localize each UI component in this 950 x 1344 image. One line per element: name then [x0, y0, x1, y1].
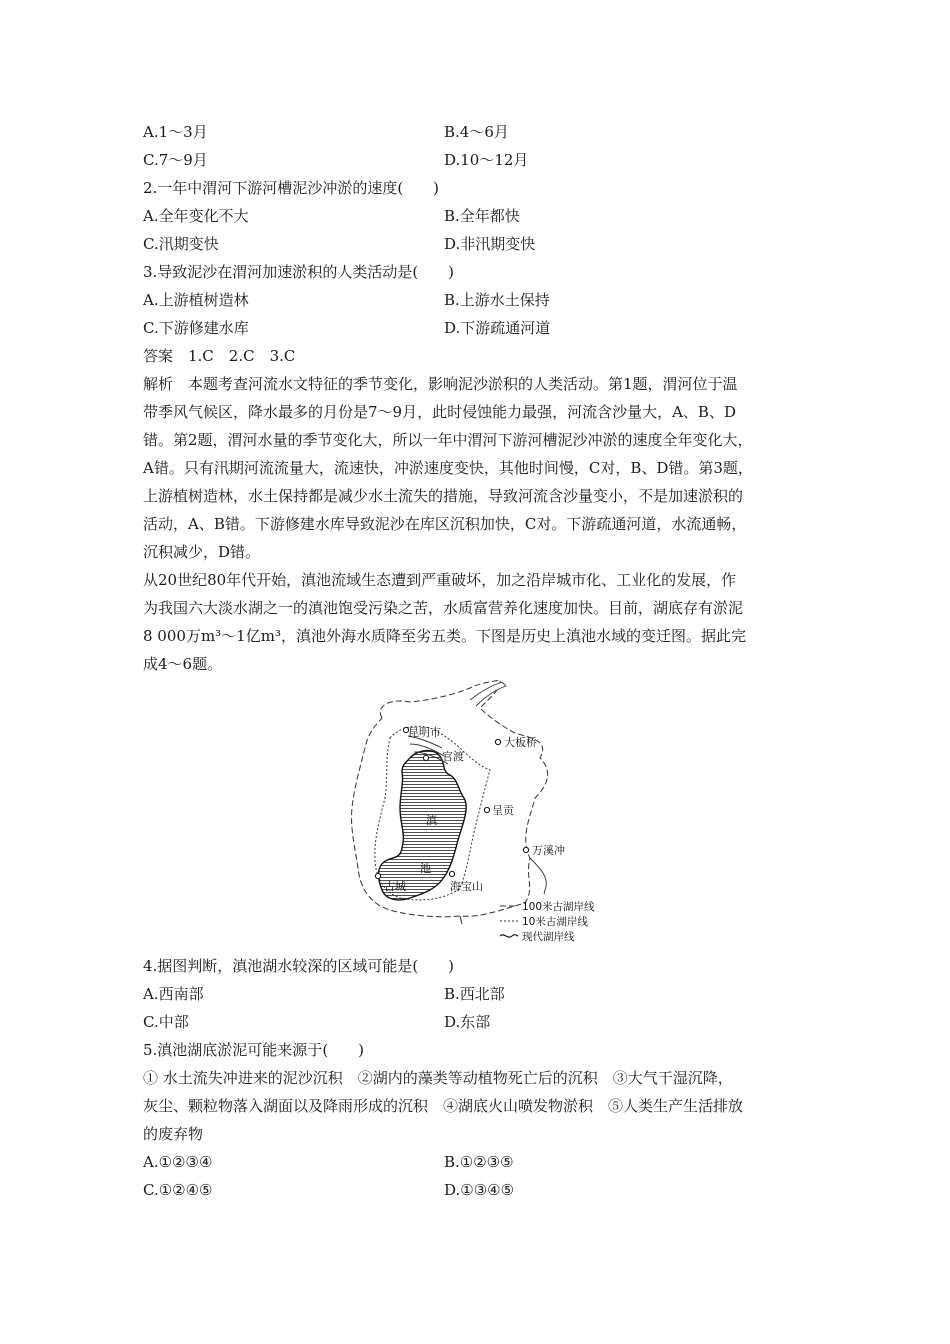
analysis-line: 带季风气候区，降水最多的月份是7～9月，此时侵蚀能力最强，河流含沙量大，A、B、D: [143, 403, 736, 421]
intro-line: 从20世纪80年代开始，滇池流域生态遭到严重破坏，加之沿岸城市化、工业化的发展，作: [143, 571, 737, 589]
q5-option-b: B.①②③⑤: [444, 1153, 514, 1171]
q4-option-c: C.中部: [143, 1013, 189, 1031]
label-gucheng: 古城: [384, 880, 406, 893]
q3-option-a: A.上游植树造林: [143, 291, 249, 309]
q4-option-a: A.西南部: [143, 985, 204, 1003]
q2-stem: 2.一年中渭河下游河槽泥沙冲淤的速度( ): [143, 179, 440, 197]
legend-modern: 现代湖岸线: [522, 931, 575, 943]
q1-option-c: C.7～9月: [143, 151, 208, 169]
q5-option-d: D.①③④⑤: [444, 1181, 515, 1199]
dianchi-map-figure: [330, 678, 630, 943]
q1-option-a: A.1～3月: [143, 123, 208, 141]
label-wanxichong: 万溪冲: [532, 844, 565, 857]
label-dian: 滇: [426, 814, 437, 827]
label-chi: 池: [420, 862, 431, 875]
q1-option-d: D.10～12月: [444, 151, 529, 169]
analysis-line: A错。只有汛期河流流量大，流速快，冲淤速度变快，其他时间慢，C对，B、D错。第3题，: [143, 459, 753, 477]
intro-line: 8 000万m³～1亿m³，滇池外海水质降至劣五类。下图是历史上滇池水域的变迁图。据此完: [143, 627, 746, 645]
analysis-line: 上游植树造林，水土保持都是减少水土流失的措施，导致河流含沙量变小，不是加速淤积的: [143, 487, 744, 505]
q5-stem: 5.滇池湖底淤泥可能来源于( ): [143, 1041, 365, 1059]
label-chenggong: 呈贡: [492, 804, 514, 817]
q5-body-line: 的废弃物: [143, 1125, 204, 1143]
q3-stem: 3.导致泥沙在渭河加速淤积的人类活动是( ): [143, 263, 455, 281]
label-guandu: 官渡: [442, 750, 464, 763]
q3-option-c: C.下游修建水库: [143, 319, 249, 337]
label-dabanqiao: 大板桥: [504, 736, 537, 749]
legend-10m: 10米古湖岸线: [522, 916, 588, 928]
intro-line: 为我国六大淡水湖之一的滇池饱受污染之苦，水质富营养化速度加快。目前，湖底存有淤泥: [143, 599, 744, 617]
q2-option-b: B.全年都快: [444, 207, 520, 225]
intro-line: 成4～6题。: [143, 655, 223, 673]
answer-line: 答案 1.C 2.C 3.C: [143, 347, 296, 365]
q5-option-a: A.①②③④: [143, 1153, 213, 1171]
q3-option-b: B.上游水土保持: [444, 291, 550, 309]
q3-option-d: D.下游疏通河道: [444, 319, 551, 337]
q5-body-line: 灰尘、颗粒物落入湖面以及降雨形成的沉积 ④湖底火山喷发物淤积 ⑤人类生产生活排放: [143, 1097, 744, 1115]
q2-option-a: A.全年变化不大: [143, 207, 249, 225]
q4-stem: 4.据图判断，滇池湖水较深的区域可能是( ): [143, 957, 455, 975]
q5-body-line: ① 水土流失冲进来的泥沙沉积 ②湖内的藻类等动植物死亡后的沉积 ③大气干湿沉降，: [143, 1069, 733, 1087]
label-haibaoshan: 海宝山: [450, 880, 483, 893]
dianchi-map: [330, 678, 630, 943]
q1-option-b: B.4～6月: [444, 123, 509, 141]
q4-option-d: D.东部: [444, 1013, 491, 1031]
analysis-line: 错。第2题，渭河水量的季节变化大，所以一年中渭河下游河槽泥沙冲淤的速度全年变化大，: [143, 431, 753, 449]
q2-option-d: D.非汛期变快: [444, 235, 536, 253]
analysis-line: 活动，A、B错。下游修建水库导致泥沙在库区沉积加快，C对。下游疏通河道，水流通畅，: [143, 515, 747, 533]
analysis-line: 解析 本题考查河流水文特征的季节变化，影响泥沙淤积的人类活动。第1题，渭河位于温: [143, 375, 738, 393]
legend-100m: 100米古湖岸线: [522, 901, 595, 913]
modern-lake: [379, 751, 467, 900]
q4-option-b: B.西北部: [444, 985, 505, 1003]
label-kunming: 昆明市: [408, 726, 441, 739]
q2-option-c: C.汛期变快: [143, 235, 219, 253]
analysis-line: 沉积减少，D错。: [143, 543, 261, 561]
q5-option-c: C.①②④⑤: [143, 1181, 213, 1199]
